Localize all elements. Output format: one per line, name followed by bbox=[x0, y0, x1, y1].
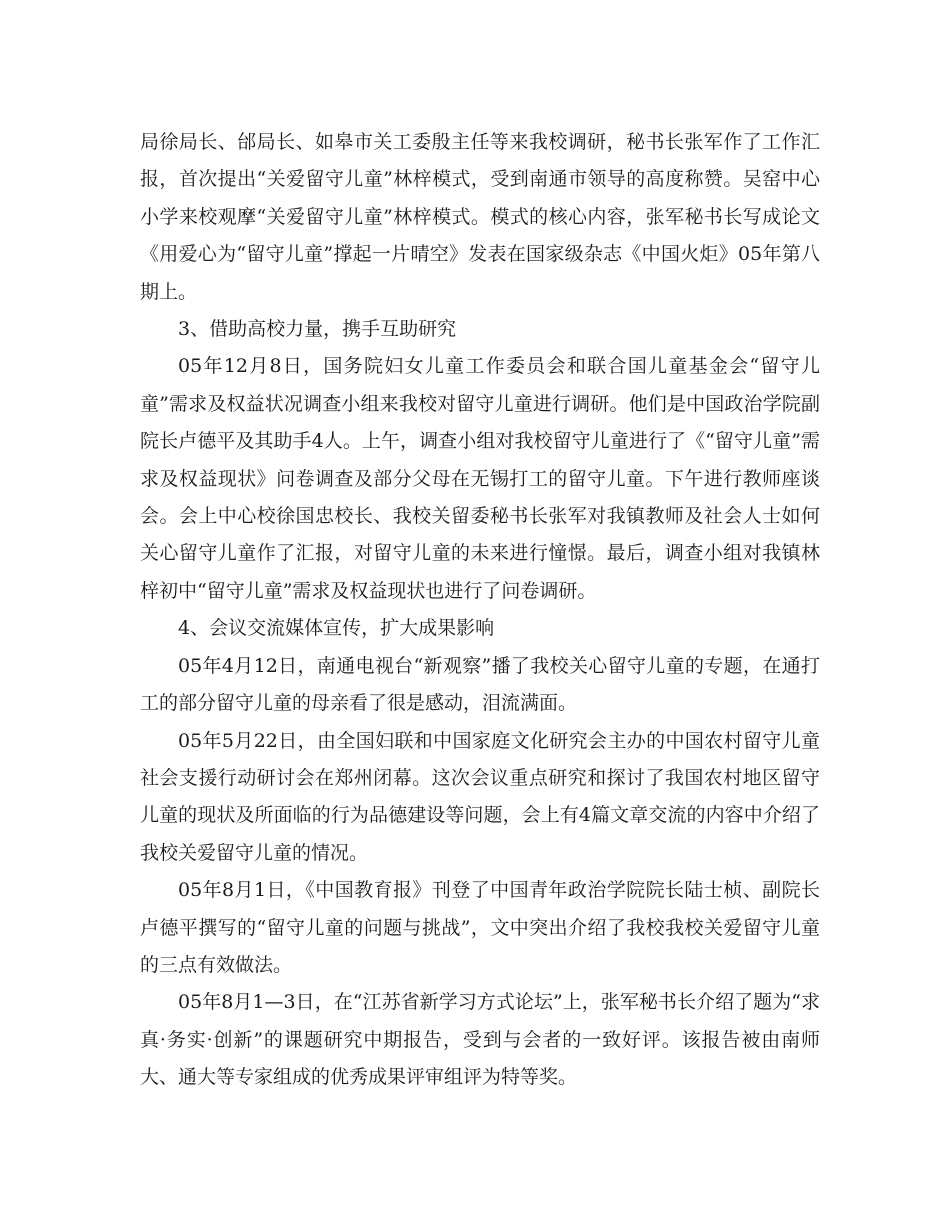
section-heading-3: 3、借助高校力量，携手互助研究 bbox=[178, 318, 457, 341]
paragraph-jiangsu-forum: 05年8月1—3日，在“江苏省新学习方式论坛”上，张军秘书长介绍了题为“求真·务实·创新”的课题研究中期报告，受到与会者的一致好评。该报告被由南师大、通大等专家组成的优秀成果评审组评为特等奖。 bbox=[140, 991, 820, 1089]
document-body bbox=[140, 124, 820, 1097]
paragraph-continuation: 局徐局长、邰局长、如皋市关工委殷主任等来我校调研，秘书长张军作了工作汇报，首次提出“关爱留守儿童”林梓模式，受到南通市领导的高度称赞。吴窑中心小学来校观摩“关爱留守儿童”林梓模式。模式的核心内容，张军秘书长写成论文《用爱心为“留守儿童”撑起一片晴空》发表在国家级杂志《中国火炬》05年第八期上。 bbox=[140, 131, 820, 303]
paragraph-education-daily: 05年8月1日，《中国教育报》刊登了中国青年政治学院院长陆士桢、副院长卢德平撰写的“留守儿童的问题与挑战”，文中突出介绍了我校我校关爱留守儿童的三点有效做法。 bbox=[140, 879, 820, 976]
paragraph-zhengzhou-seminar: 05年5月22日，由全国妇联和中国家庭文化研究会主办的中国农村留守儿童社会支援行动研讨会在郑州闭幕。这次会议重点研究和探讨了我国农村地区留守儿童的现状及所面临的行为品德建设等问题，会上有4篇文章交流的内容中介绍了我校关爱留守儿童的情况。 bbox=[140, 729, 820, 864]
paragraph-tv-report: 05年4月12日，南通电视台“新观察”播了我校关心留守儿童的专题，在通打工的部分留守儿童的母亲看了很是感动，泪流满面。 bbox=[140, 654, 820, 715]
paragraph-survey-visit: 05年12月8日，国务院妇女儿童工作委员会和联合国儿童基金会“留守儿童”需求及权益状况调查小组来我校对留守儿童进行调研。他们是中国政治学院副院长卢德平及其助手4人。上午，调查小组对我校留守儿童进行了《“留守儿童”需求及权益现状》问卷调查及部分父母在无锡打工的留守儿童。下午进行教师座谈会。会上中心校徐国忠校长、我校关留委秘书长张军对我镇教师及社会人士如何关心留守儿童作了汇报，对留守儿童的未来进行憧憬。最后，调查小组对我镇林梓初中“留守儿童”需求及权益现状也进行了问卷调研。 bbox=[140, 355, 820, 602]
section-heading-4: 4、会议交流媒体宣传，扩大成果影响 bbox=[178, 617, 495, 640]
